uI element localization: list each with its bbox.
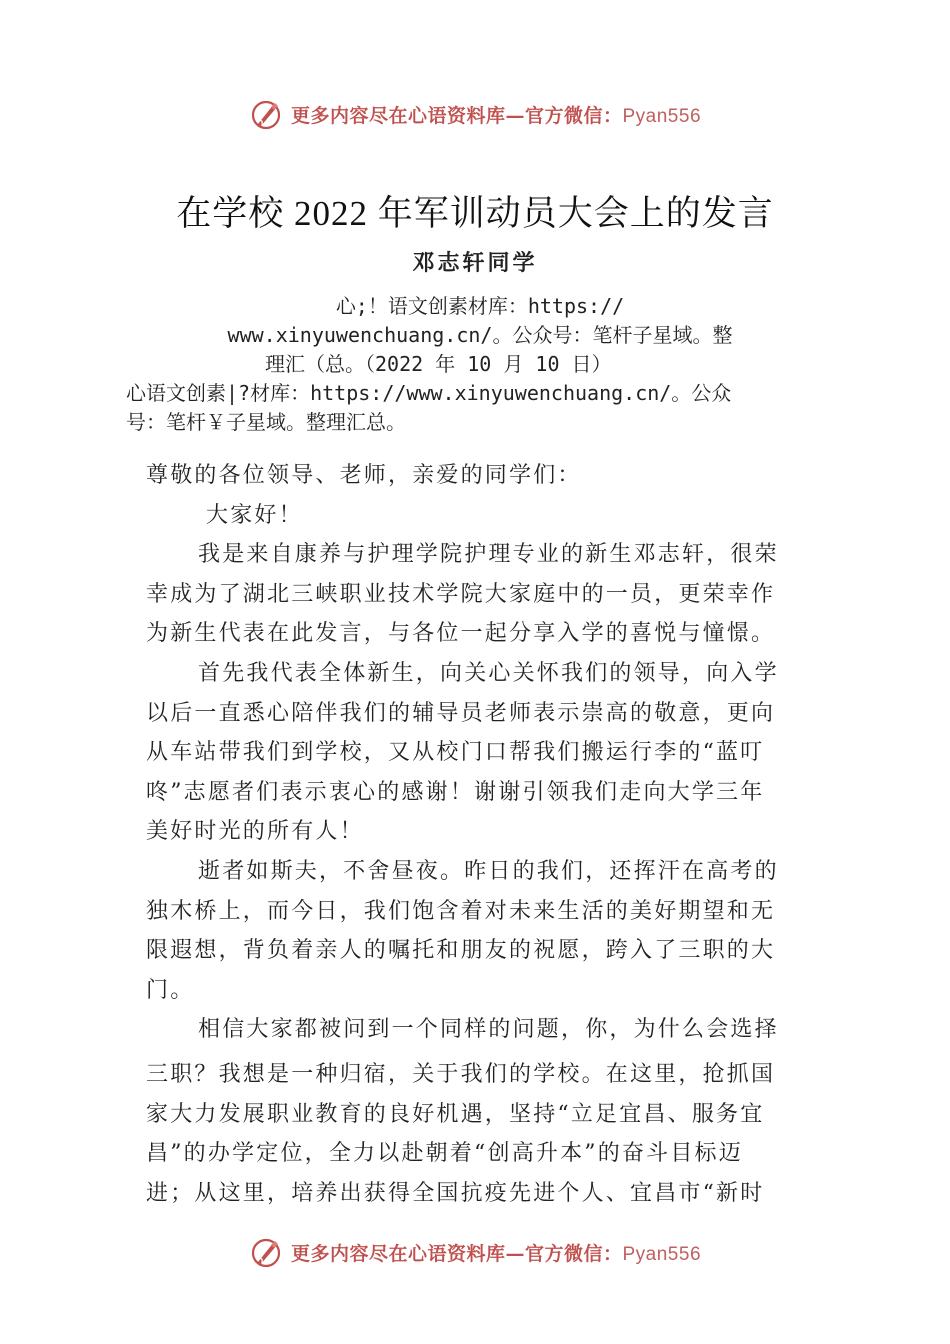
body-line: 从车站带我们到学校，又从校门口帮我们搬运行李的“蓝叮 (146, 740, 765, 766)
body-line: 幸成为了湖北三峡职业技术学院大家庭中的一员，更荣幸作 (146, 581, 776, 607)
body-line: 以后一直悉心陪伴我们的辅导员老师表示崇高的敬意，更向 (146, 700, 776, 726)
document-title: 在学校 2022 年军训动员大会上的发言 (176, 194, 774, 233)
source-line: 理汇（总。（2022 年 10 月 10 日） (265, 352, 612, 376)
watermark-text: 更多内容尽在心语资料库—官方微信：Pyan556 (290, 104, 702, 127)
watermark-wechat-id: Pyan556 (622, 105, 702, 127)
watermark-wechat-id: Pyan556 (622, 1243, 702, 1265)
quill-pen-logo-icon (249, 1235, 283, 1269)
watermark-banner-bottom (0, 1232, 950, 1272)
body-line: 家大力发展职业教育的良好机遇，坚持“立足宜昌、服务宜 (146, 1101, 765, 1127)
body-line: 进；从这里，培养出获得全国抗疫先进个人、宜昌市“新时 (146, 1180, 765, 1206)
source-attribution (126, 292, 830, 437)
source-line: 心语文创素|?材库：https://www.xinyuwenchuang.cn/。公众 (126, 381, 732, 405)
watermark-banner-top (0, 94, 950, 134)
body-line: 美好时光的所有人！ (146, 819, 364, 845)
body-line: 我是来自康养与护理学院护理专业的新生邓志轩，很荣 (198, 542, 779, 568)
source-line: www.xinyuwenchuang.cn/。公众号：笔杆子星域。整 (227, 323, 733, 347)
watermark-text: 更多内容尽在心语资料库—官方微信：Pyan556 (290, 1242, 702, 1265)
body-line: 独木桥上，而今日，我们饱含着对未来生活的美好期望和无 (146, 898, 776, 924)
body-line: 限遐想，背负着亲人的嘱托和朋友的祝愿，跨入了三职的大 (146, 938, 776, 964)
body-line: 为新生代表在此发言，与各位一起分享入学的喜悦与憧憬。 (146, 621, 776, 647)
body-line: 相信大家都被问到一个同样的问题，你，为什么会选择 (198, 1017, 779, 1043)
greeting: 大家好！ (206, 502, 303, 528)
quill-pen-logo-icon (249, 97, 283, 131)
document-author: 邓志轩同学 (412, 250, 538, 276)
body-line: 昌”的办学定位，全力以赴朝着“创高升本”的奋斗目标迈 (146, 1141, 743, 1167)
salutation: 尊敬的各位领导、老师，亲爱的同学们： (146, 463, 582, 488)
body-line: 首先我代表全体新生，向关心关怀我们的领导，向入学 (198, 660, 779, 686)
source-line: 心;！语文创素材库：https:// (335, 294, 625, 318)
source-line: 号：笔杆￥子星域。整理汇总。 (126, 410, 406, 434)
body-line: 三职？我想是一种归宿，关于我们的学校。在这里，抢抓国 (146, 1061, 776, 1087)
body-line: 咚”志愿者们表示衷心的感谢！谢谢引领我们走向大学三年 (146, 779, 765, 805)
body-line: 逝者如斯夫，不舍昼夜。昨日的我们，还挥汗在高考的 (198, 858, 779, 884)
speech-body (146, 456, 816, 1213)
body-line: 门。 (146, 977, 195, 1003)
